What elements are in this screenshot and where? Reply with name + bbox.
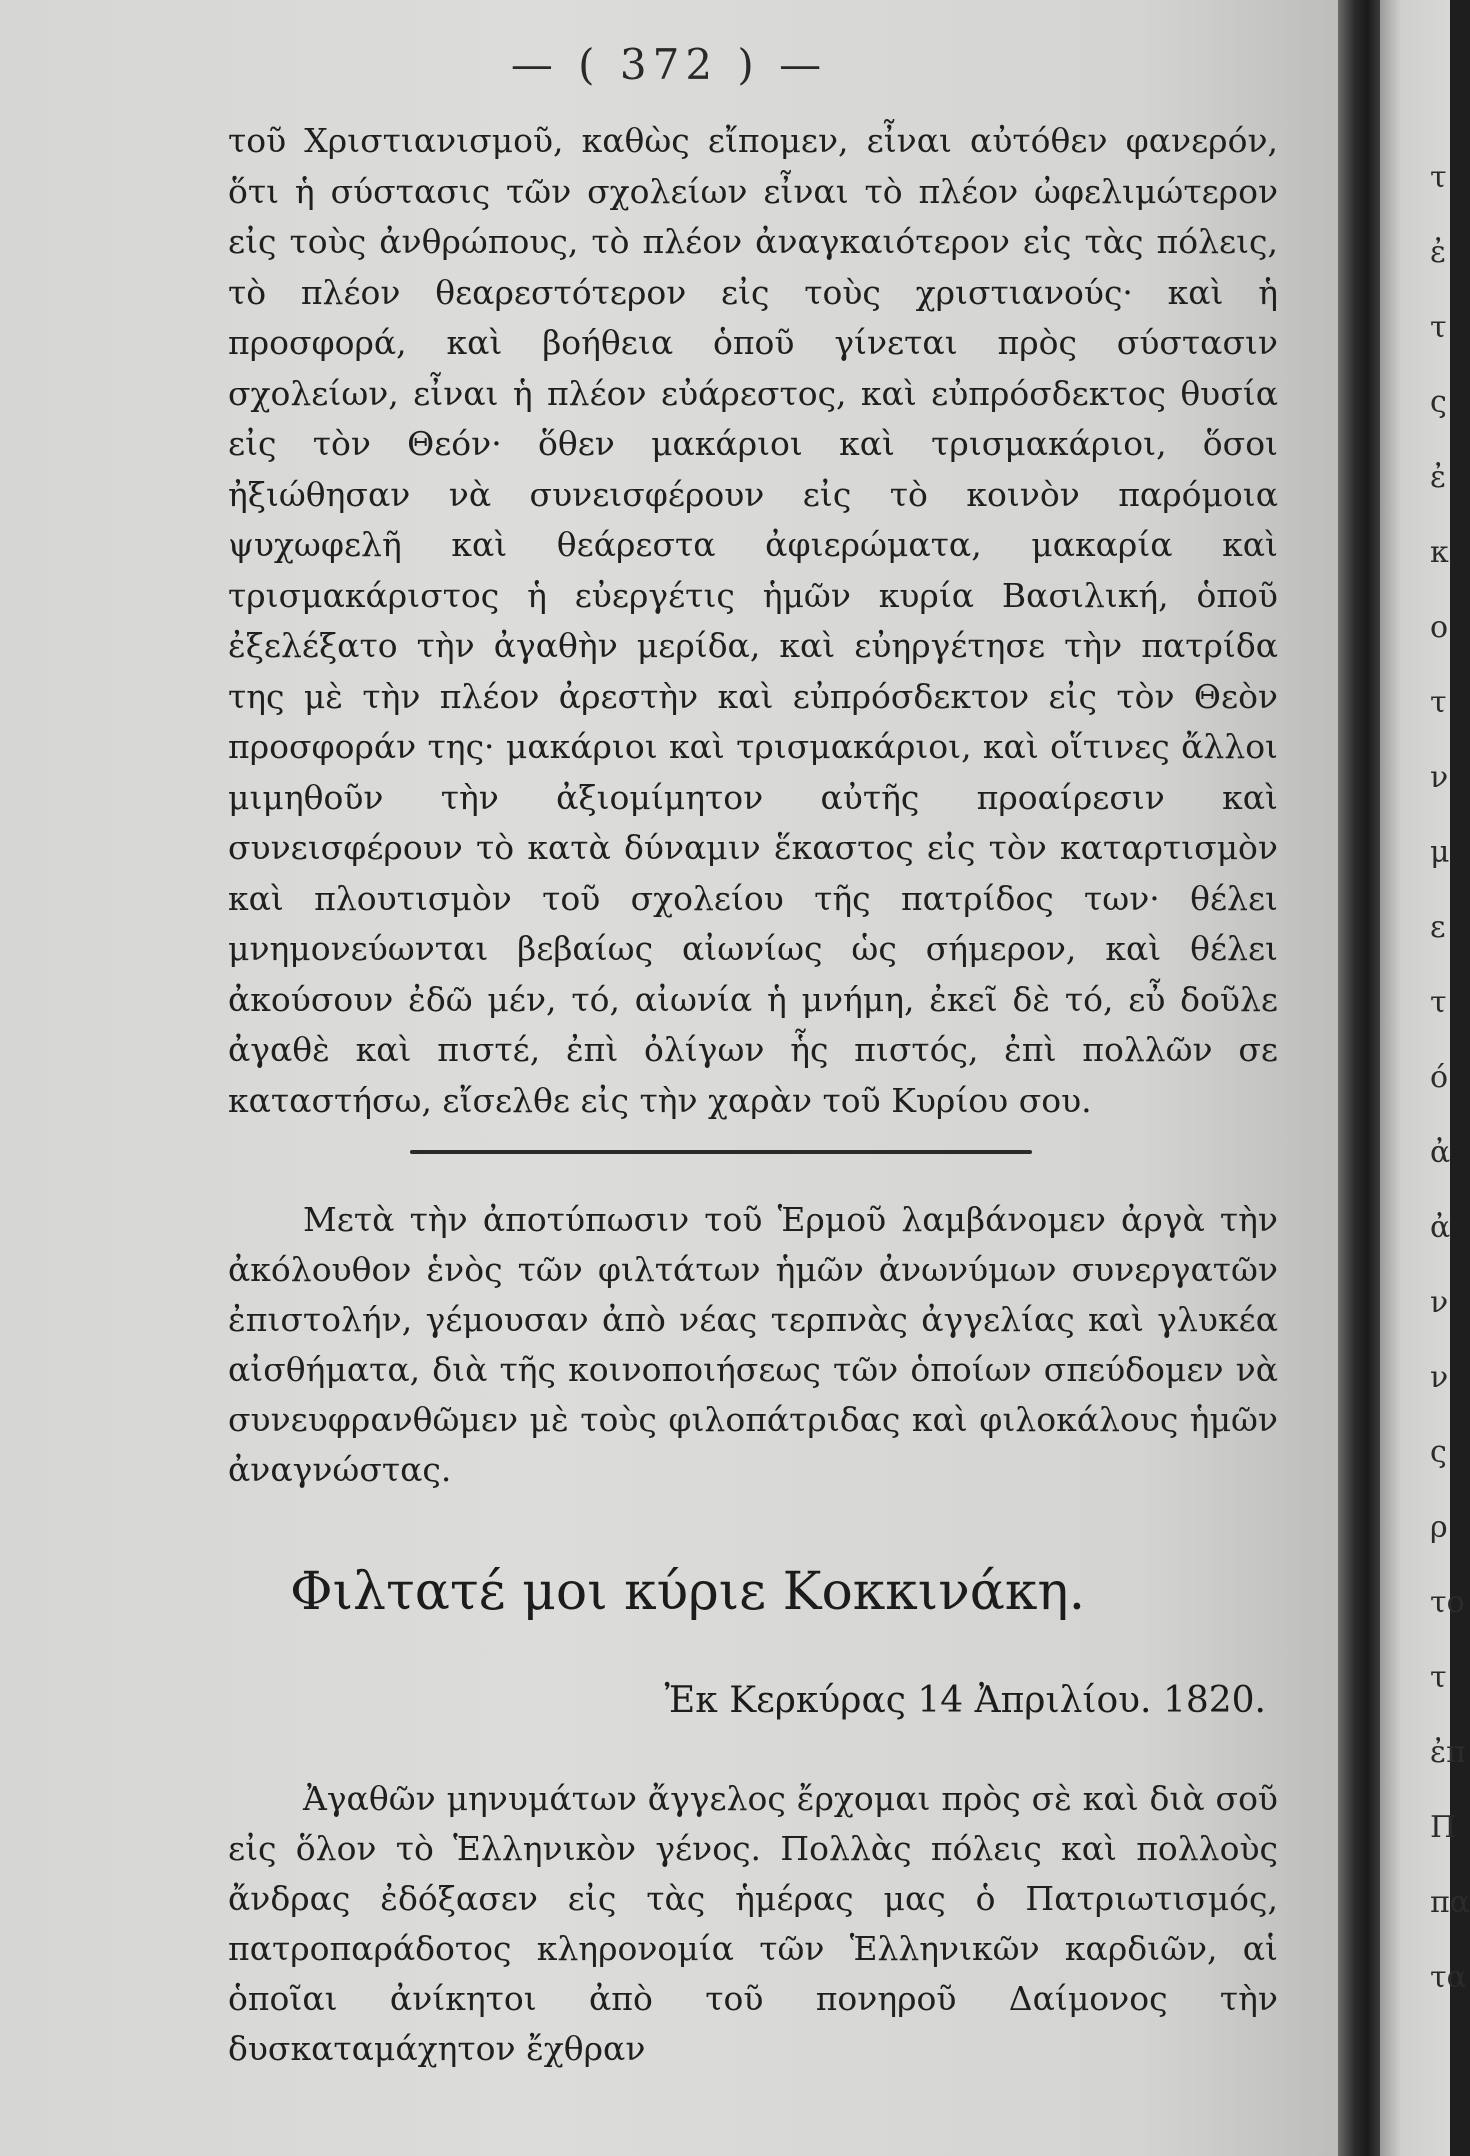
facing-page-fragment: ν bbox=[1430, 1285, 1449, 1320]
paragraph-text: Ἀγαθῶν μηνυμάτων ἄγγελος ἔρχομαι πρὸς σὲ καὶ διὰ σοῦ εἰς ὅλον τὸ Ἑλληνικὸν γένος. Πολλὰς πόλεις καὶ πολλοὺς ἄνδρας ἐδόξασεν εἰς τὰς ἡμέρας μας ὁ Πατριωτισμός, πατροπαράδοτος κληρονομία τῶν Ἑλληνικῶν καρδιῶν, αἱ ὁποῖαι ἀνίκητοι ἀπὸ τοῦ πονηροῦ Δαίμονος τὴν δυσκαταμάχητον ἔχθραν bbox=[228, 1779, 1278, 2068]
facing-page-fragment: ἐ bbox=[1430, 235, 1447, 270]
facing-page-edge bbox=[1380, 0, 1470, 2156]
facing-page-fragment: ε bbox=[1430, 910, 1446, 945]
letter-dateline: Ἐκ Κερκύρας 14 Ἀπριλίου. 1820. bbox=[664, 1680, 1266, 1721]
facing-page-fragment: το bbox=[1430, 1585, 1465, 1620]
facing-page-fragment: τ bbox=[1430, 985, 1447, 1020]
facing-page-fragment: κ bbox=[1430, 535, 1449, 570]
facing-page-fragment: τ bbox=[1430, 685, 1447, 720]
facing-page-fragment: ό bbox=[1430, 1060, 1449, 1095]
page-number: — ( 372 ) — bbox=[510, 40, 828, 89]
facing-page-fragment: ἀ bbox=[1430, 1210, 1451, 1245]
facing-page-fragment: ο bbox=[1430, 610, 1449, 645]
facing-page-fragment: ἐ bbox=[1430, 460, 1447, 495]
paragraph-text: Μετὰ τὴν ἀποτύπωσιν τοῦ Ἑρμοῦ λαμβάνομεν ἀργὰ τὴν ἀκόλουθον ἑνὸς τῶν φιλτάτων ἡμῶν ἀνωνύμων συνεργατῶν ἐπιστολήν, γέμουσαν ἀπὸ νέας τερπνὰς ἀγγελίας καὶ γλυκέα αἰσθήματα, διὰ τῆς κοινοποιήσεως τῶν ὁποίων σπεύδομεν νὰ συνευφρανθῶμεν μὲ τοὺς φιλοπάτριδας καὶ φιλοκάλους ἡμῶν ἀναγνώστας. bbox=[228, 1200, 1278, 1489]
facing-page-fragment: τ bbox=[1430, 1660, 1447, 1695]
paragraph-text: τοῦ Χριστιανισμοῦ, καθὼς εἴπομεν, εἶναι αὐτόθεν φανερόν, ὅτι ἡ σύστασις τῶν σχολείων εἶναι τὸ πλέον ὠφελιμώτερον εἰς τοὺς ἀνθρώπους, τὸ πλέον ἀναγκαιότερον εἰς τὰς πόλεις, τὸ πλέον θεαρεστότερον εἰς τοὺς χριστιανούς· καὶ ἡ προσφορά, καὶ βοήθεια ὁποῦ γίνεται πρὸς σύστασιν σχολείων, εἶναι ἡ πλέον εὐάρεστος, καὶ εὐπρόσδεκτος θυσία εἰς τὸν Θεόν· ὅθεν μακάριοι καὶ τρισμακάριοι, ὅσοι ἠξιώθησαν νὰ συνεισφέρουν εἰς τὸ κοινὸν παρόμοια ψυχωφελῆ καὶ θεάρεστα ἀφιερώματα, μακαρία καὶ τρισμακάριστος ἡ εὐεργέτις ἡμῶν κυρία Βασιλική, ὁποῦ ἐξελέξατο τὴν ἀγαθὴν μερίδα, καὶ εὐηργέτησε τὴν πατρίδα της μὲ τὴν πλέον ἀρεστὴν καὶ εὐπρόσδεκτον εἰς τὸν Θεὸν προσφοράν της· μακάριοι καὶ τρισμακάριοι, καὶ οἵτινες ἄλλοι μιμηθοῦν τὴν ἀξιομίμητον αὐτῆς προαίρεσιν καὶ συνεισφέρουν τὸ κατὰ δύναμιν ἕκαστος εἰς τὸν καταρτισμὸν καὶ πλουτισμὸν τοῦ σχολείου τῆς πατρίδος των· θέλει μνημονεύωνται βεβαίως αἰωνίως ὡς σήμερον, καὶ θέλει ἀκούσουν ἐδῶ μέν, τό, αἰωνία ἡ μνήμη, ἐκεῖ δὲ τό, εὖ δοῦλε ἀγαθὲ καὶ πιστέ, ἐπὶ ὀλίγων ἧς πιστός, ἐπὶ πολλῶν σε καταστήσω, εἴσελθε εἰς τὴν χαρὰν τοῦ Κυρίου σου. bbox=[228, 121, 1278, 1120]
body-paragraph-1 bbox=[228, 116, 1278, 1126]
facing-page-fragment: μ bbox=[1430, 835, 1450, 870]
facing-page-fragment: τ bbox=[1430, 160, 1447, 195]
letter-salutation: Φιλτατέ μοι κύριε Κοκκινάκη. bbox=[290, 1562, 1086, 1622]
facing-page-fragment: ς bbox=[1430, 1435, 1447, 1470]
facing-page-fragment: ς bbox=[1430, 385, 1447, 420]
facing-page-fragment: ρ bbox=[1430, 1510, 1448, 1545]
facing-page-fragment: πα bbox=[1430, 1885, 1470, 1920]
facing-page-fragment: ἐπ bbox=[1430, 1735, 1466, 1770]
facing-page-fragment: Π bbox=[1430, 1810, 1457, 1845]
facing-page-fragment: τ bbox=[1430, 310, 1447, 345]
section-divider bbox=[410, 1150, 1032, 1154]
body-paragraph-3 bbox=[228, 1774, 1278, 2074]
facing-page-fragment: ἀ bbox=[1430, 1135, 1451, 1170]
facing-page-fragment: ν bbox=[1430, 760, 1449, 795]
facing-page-fragment: ν bbox=[1430, 1360, 1449, 1395]
book-gutter bbox=[1338, 0, 1380, 2156]
facing-page-fragment: τα bbox=[1430, 1960, 1467, 1995]
body-paragraph-2 bbox=[228, 1195, 1278, 1495]
